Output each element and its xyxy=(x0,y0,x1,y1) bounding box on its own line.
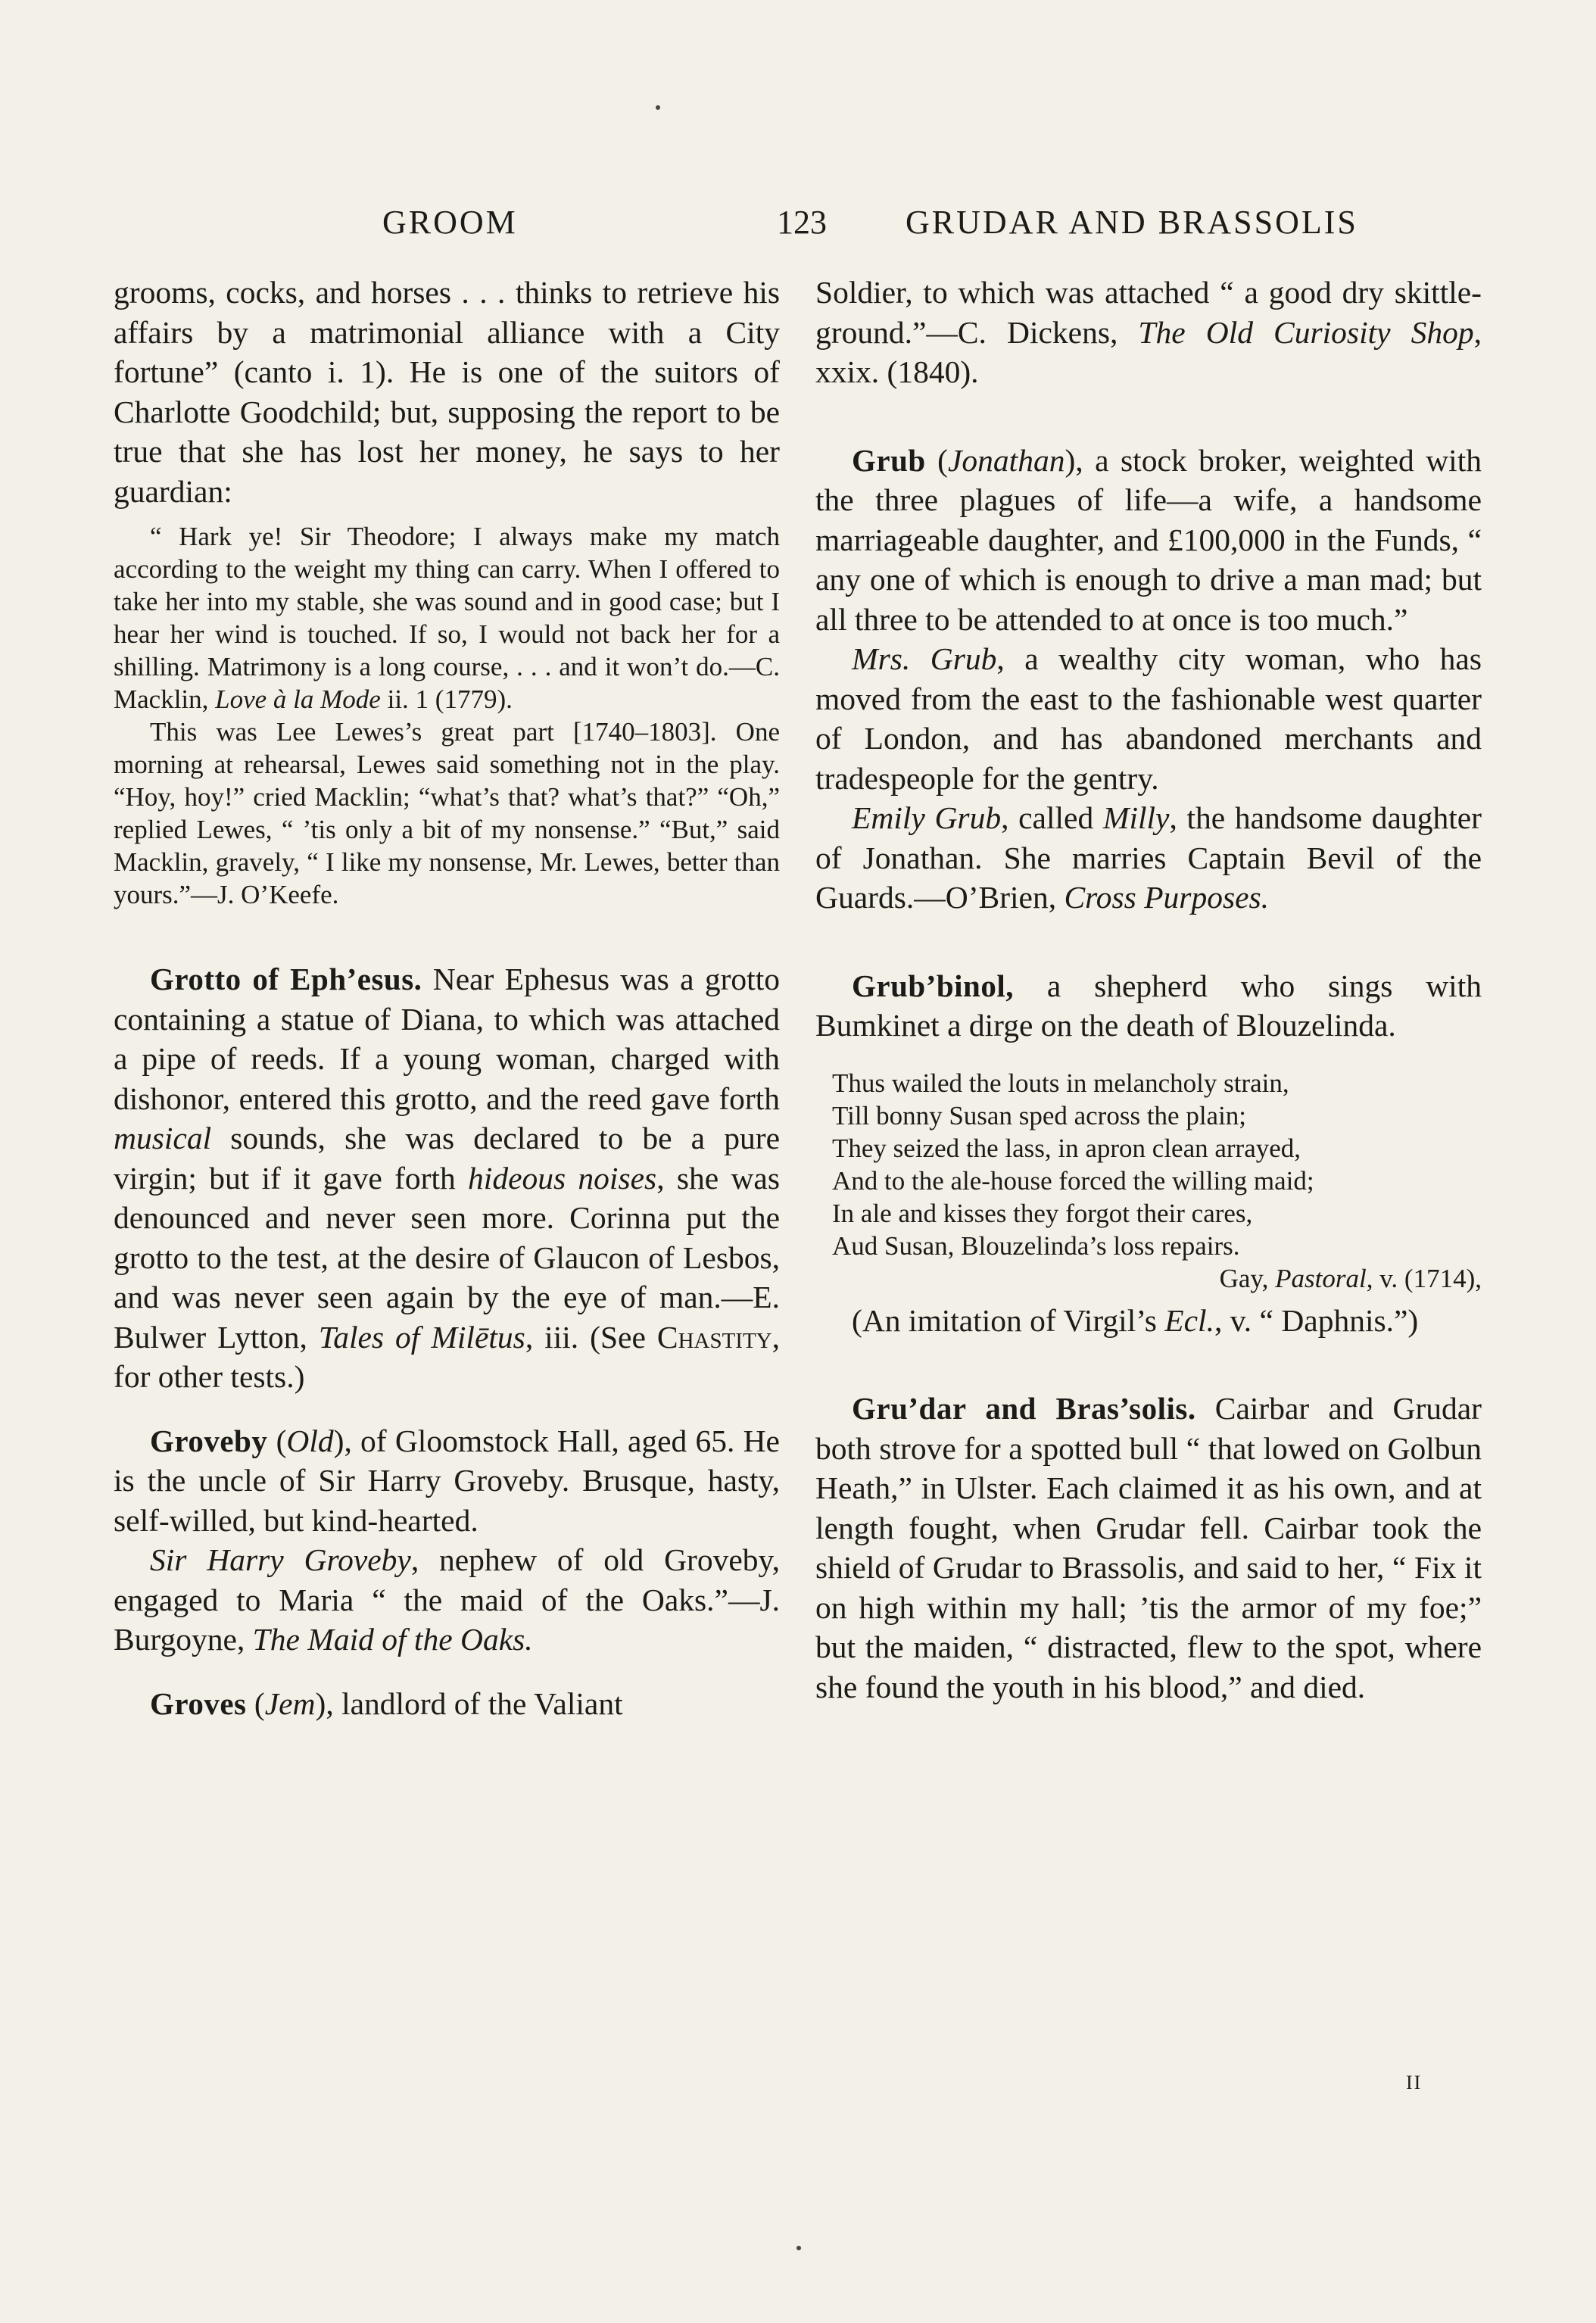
entry-groves: Groves (Jem), landlord of the Valiant xyxy=(150,1685,623,1721)
right-column xyxy=(815,273,1482,1707)
poem-line: Till bonny Susan sped across the plain; xyxy=(832,1100,1247,1130)
imitation-note: (An imitation of Virgil’s Ecl., v. “ Daphnis.”) xyxy=(852,1302,1419,1338)
entry-emily-grub: Emily Grub, called Milly, the handsome daughter of Jonathan. She marries Captain Bevil of the Guards.—O’Brien, Cross Purposes. xyxy=(815,800,1482,915)
entry-grubbinol: Grub’binol, a shepherd who sings with Bumkinet a dirge on the death of Blouzelinda. xyxy=(815,968,1482,1043)
poem-line: In ale and kisses they forgot their cares, xyxy=(832,1198,1253,1228)
poem-line: They seized the lass, in apron clean arrayed, xyxy=(832,1133,1301,1163)
headword: Grotto of Eph’esus. xyxy=(150,962,422,996)
macklin-quote: “ Hark ye! Sir Theodore; I always make my match according to the weight my thing can carry. When I offered to take her into my stable, she was sound and in good case; but I hear her wind is touched. If so, I would not back her for a shilling. Matrimony is a long course, . . . and it won’t do.—C. Macklin, Love à la Mode ii. 1 (1779). xyxy=(114,522,780,714)
lee-lewes-anecdote: This was Lee Lewes’s great part [1740–1803]. One morning at rehearsal, Lewes said something not in the play. “Hoy, hoy!” cried Macklin; “what’s that? what’s that?” “Oh,” replied Lewes, “ ’tis only a bit of my nonsense.” “But,” said Macklin, gravely, “ I like my nonsense, Mr. Lewes, better than yours.”—J. O’Keefe. xyxy=(114,717,780,909)
speck xyxy=(796,2246,801,2250)
entry-mrs-grub: Mrs. Grub, a wealthy city woman, who has moved from the east to the fashionable west quarter of London, and has abandoned merchants and tradespeople for the gentry. xyxy=(815,641,1482,796)
entry-sir-harry-groveby: Sir Harry Groveby, nephew of old Groveby, engaged to Maria “ the maid of the Oaks.”—J. Burgoyne, The Maid of the Oaks. xyxy=(114,1542,780,1657)
entry-grotto-of-ephesus: Grotto of Eph’esus. Near Ephesus was a grotto containing a statue of Diana, to which was attached a pipe of reeds. If a young woman, charged with dishonor, entered this grotto, and the reed gave forth musical sounds, she was declared to be a pure virgin; but if it gave forth hideous noises, she was denounced and never seen more. Corinna put the grotto to the test, at the desire of Glaucon of Lesbos, and was never seen again by the eye of man.—E. Bulwer Lytton, Tales of Milētus, iii. (See Chastity, for other tests.) xyxy=(114,962,780,1394)
running-head-right: GRUDAR AND BRASSOLIS xyxy=(906,204,1358,241)
entry-groveby: Groveby (Old), of Gloomstock Hall, aged 65. He is the uncle of Sir Harry Groveby. Brusque, hasty, self-willed, but kind-hearted. xyxy=(114,1423,780,1538)
headword: Groveby xyxy=(150,1423,268,1458)
entry-grudar-and-brassolis: Gru’dar and Bras’solis. Cairbar and Grudar both strove for a spotted bull “ that lowed on Golbun Heath,” in Ulster. Each claimed it as his own, and at length fought, when Grudar fell. Cairbar took the shield of Grudar to Brassolis, and said to her, “ Fix it on high within my hall; ’tis the armor of my foe;” but the maiden, “ distracted, flew to the spot, where she found the youth in his blood,” and died. xyxy=(815,1391,1482,1704)
groom-continuation: grooms, cocks, and horses . . . thinks to retrieve his affairs by a matrimonial alliance with a City fortune” (canto i. 1). He is one of the suitors of Charlotte Goodchild; but, supposing the report to be true that she has lost her money, he says to her guardian: xyxy=(114,275,780,509)
page-number: 123 xyxy=(777,204,827,241)
poem-line: Aud Susan, Blouzelinda’s loss repairs. xyxy=(832,1230,1240,1261)
cross-reference: Chastity xyxy=(656,1319,772,1355)
poem-line: Thus wailed the louts in melancholy strain, xyxy=(832,1068,1289,1098)
speck xyxy=(656,105,660,110)
running-head-left: GROOM xyxy=(382,204,518,241)
entry-grub: Grub (Jonathan), a stock broker, weighted with the three plagues of life—a wife, a handsome marriageable daughter, and £100,000 in the Funds, “ any one of which is enough to drive a man mad; but all three to be attended to at once is too much.” xyxy=(815,442,1482,637)
pastoral-poem xyxy=(832,1067,1482,1295)
groves-continuation: Soldier, to which was attached “ a good dry skittle-ground.”—C. Dickens, The Old Curiosity Shop, xxix. (1840). xyxy=(815,275,1482,389)
headword: Grub xyxy=(852,442,926,478)
poem-attribution: Gay, Pastoral, v. (1714), xyxy=(1219,1263,1482,1293)
left-column xyxy=(114,273,780,1723)
signature-mark: II xyxy=(1406,2072,1423,2094)
poem-line: And to the ale-house forced the willing maid; xyxy=(832,1165,1314,1196)
headword: Gru’dar and Bras’solis. xyxy=(852,1391,1196,1426)
headword: Grub’binol, xyxy=(852,968,1014,1003)
headword: Groves xyxy=(150,1685,247,1721)
